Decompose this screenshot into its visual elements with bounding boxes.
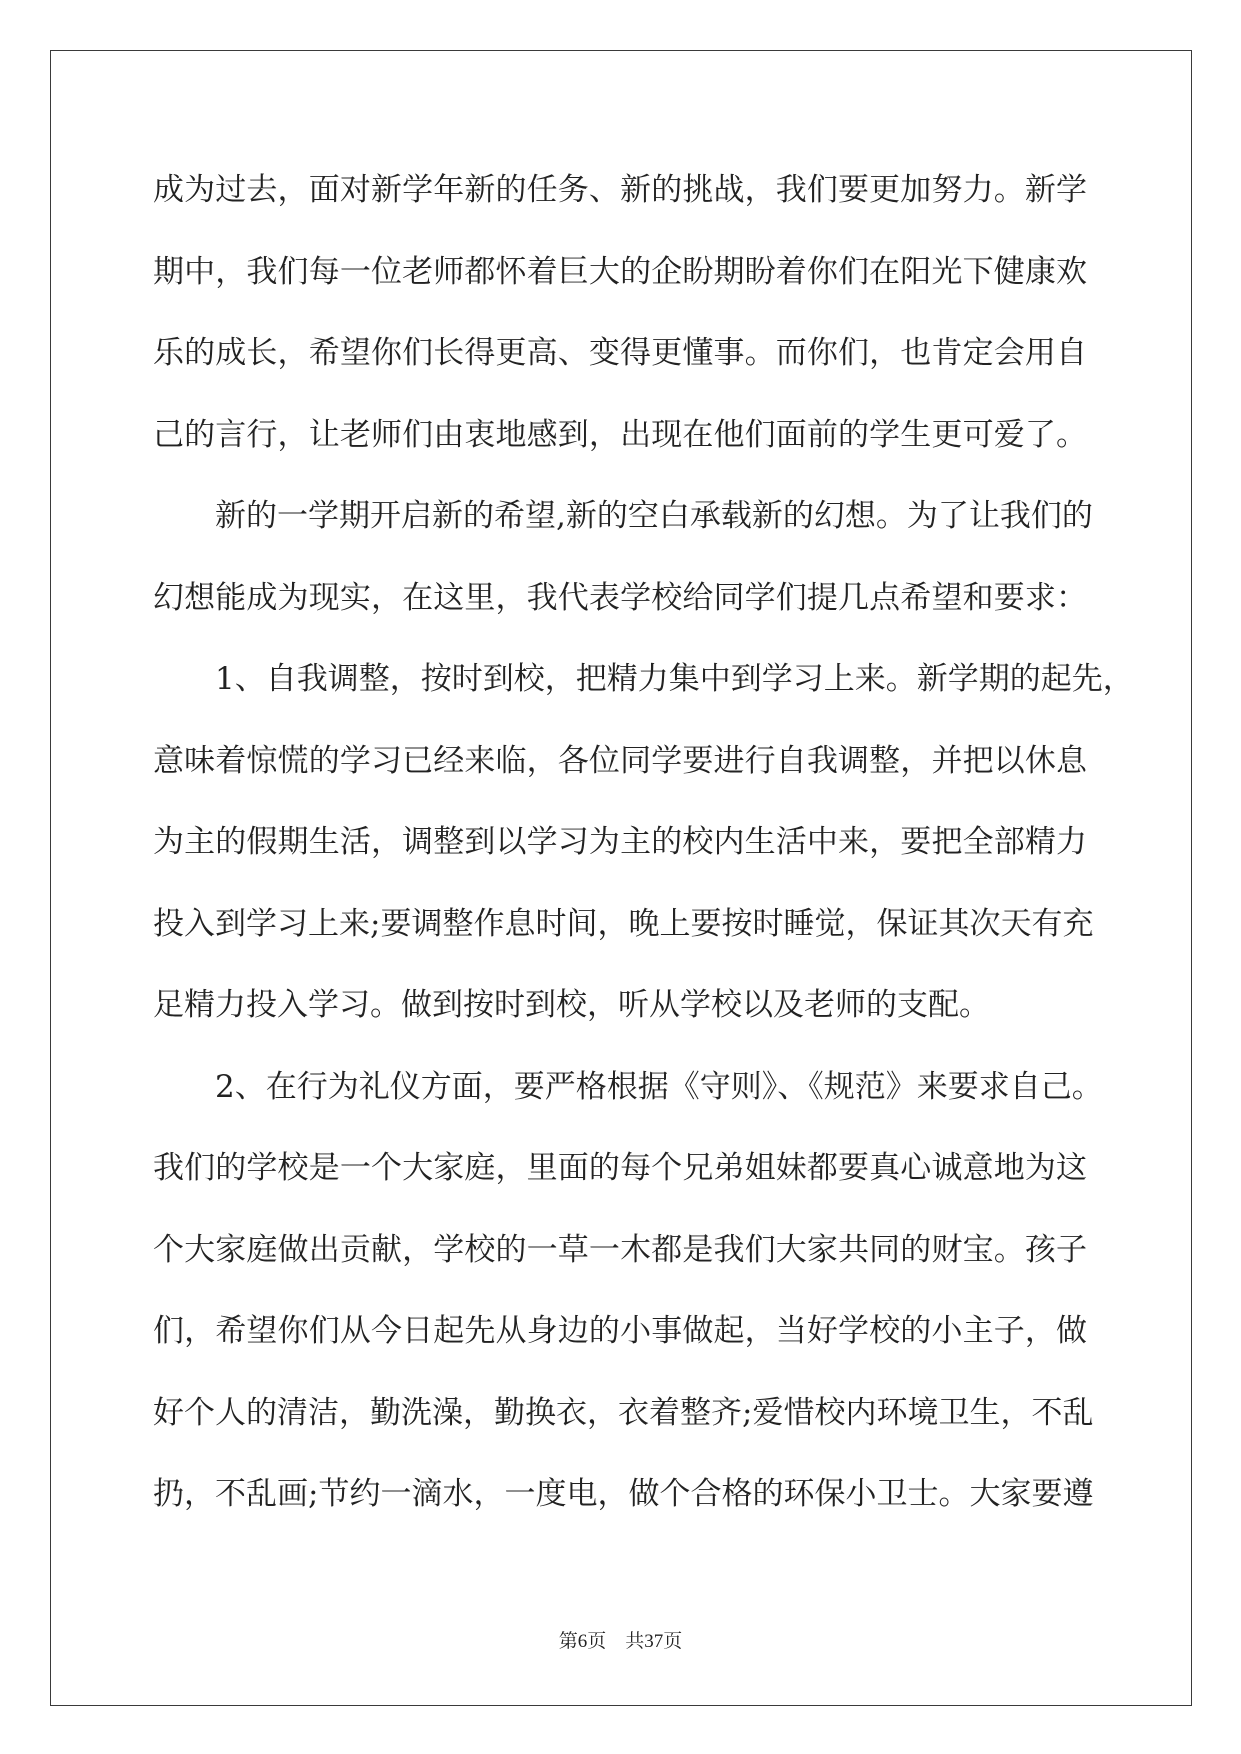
text-line: 们，希望你们从今日起先从身边的小事做起，当好学校的小主子，做 bbox=[153, 1313, 1087, 1349]
text-line: 幻想能成为现实，在这里，我代表学校给同学们提几点希望和要求： bbox=[153, 579, 1087, 616]
document-body bbox=[153, 150, 1134, 1536]
paragraph bbox=[153, 476, 1093, 639]
paragraph bbox=[153, 150, 1087, 476]
text-line: 足精力投入学习。做到按时到校，听从学校以及老师的支配。 bbox=[153, 987, 990, 1023]
paragraph bbox=[153, 639, 1134, 1047]
text-line: 我们的学校是一个大家庭，里面的每个兄弟姐妹都要真心诚意地为这 bbox=[153, 1150, 1087, 1186]
text-line: 2、在行为礼仪方面，要严格根据《守则》、《规范》来要求自己。 bbox=[215, 1068, 1103, 1105]
text-line: 扔，不乱画;节约一滴水，一度电，做个合格的环保小卫士。大家要遵 bbox=[153, 1476, 1094, 1512]
text-line: 期中，我们每一位老师都怀着巨大的企盼期盼着你们在阳光下健康欢 bbox=[153, 253, 1087, 290]
text-line: 投入到学习上来;要调整作息时间，晚上要按时睡觉，保证其次天有充 bbox=[153, 905, 1094, 942]
text-line: 个大家庭做出贡献，学校的一草一木都是我们大家共同的财宝。孩子 bbox=[153, 1231, 1087, 1268]
text-line: 好个人的清洁，勤洗澡，勤换衣，衣着整齐;爱惜校内环境卫生，不乱 bbox=[153, 1394, 1094, 1431]
page-number-footer: 第6页 共37页 bbox=[558, 1631, 683, 1652]
text-line: 成为过去，面对新学年新的任务、新的挑战，我们要更加努力。新学 bbox=[153, 172, 1087, 208]
text-line: 新的一学期开启新的希望,新的空白承载新的幻想。为了让我们的 bbox=[215, 498, 1093, 534]
text-line: 意味着惊慌的学习已经来临，各位同学要进行自我调整，并把以休息 bbox=[153, 742, 1087, 779]
text-line: 为主的假期生活，调整到以学习为主的校内生活中来，要把全部精力 bbox=[153, 824, 1087, 860]
text-line: 1、自我调整，按时到校，把精力集中到学习上来。新学期的起先， bbox=[215, 661, 1134, 697]
paragraph bbox=[153, 1047, 1103, 1536]
text-line: 乐的成长，希望你们长得更高、变得更懂事。而你们，也肯定会用自 bbox=[153, 335, 1087, 371]
text-line: 己的言行，让老师们由衷地感到，出现在他们面前的学生更可爱了。 bbox=[153, 416, 1087, 453]
